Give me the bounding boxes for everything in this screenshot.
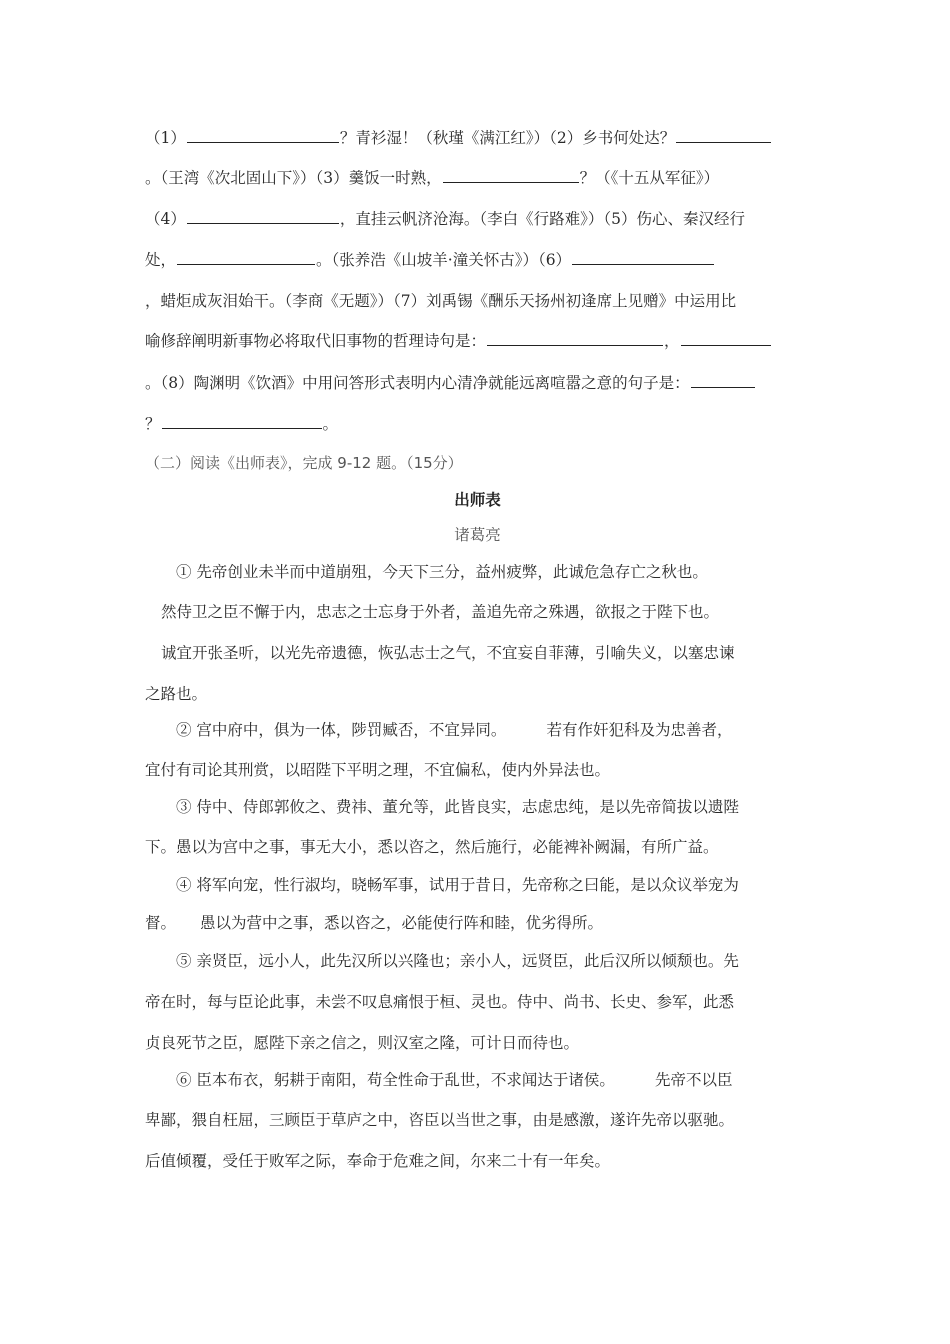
question-line-5 (145, 291, 810, 311)
line-text: （4） (145, 210, 186, 228)
line-text: ，直挂云帆济沧海。（李白《行路难》）（5）伤心、秦汉经行 (339, 210, 745, 228)
passage-line: 帝在时，每与臣论此事，未尝不叹息痛恨于桓、灵也。侍中、尚书、长史、参军，此悉 (145, 993, 735, 1011)
passage-line: 后值倾覆，受任于败军之际，奉命于危难之间，尔来二十有一年矣。 (145, 1152, 611, 1170)
passage-line: 卑鄙，猥自枉屈，三顾臣于草庐之中，咨臣以当世之事，由是感激，遂许先帝以驱驰。 (145, 1111, 735, 1129)
line-text: ？ (145, 415, 161, 433)
answer-blank[interactable] (187, 128, 339, 143)
line-text: 。（8）陶渊明《饮酒》中用问答形式表明内心清净就能远离喧嚣之意的句子是： (145, 374, 690, 392)
passage-line: ① 先帝创业未半而中道崩殂，今天下三分，益州疲弊，此诚危急存亡之秋也。 (176, 563, 708, 581)
answer-blank[interactable] (572, 250, 714, 265)
line-text: （1） (145, 129, 186, 147)
section-heading: （二）阅读《出师表》，完成 9-12 题。（15分） (145, 454, 463, 472)
line-text: 愚以为营中之事，悉以咨之，必能使行阵和睦，优劣得所。 (200, 914, 604, 932)
answer-blank[interactable] (691, 373, 755, 388)
answer-blank[interactable] (681, 331, 771, 346)
line-text: 。（王湾《次北固山下》）（3）羹饭一时熟， (145, 169, 442, 187)
answer-blank[interactable] (187, 209, 339, 224)
line-text: 。（张养浩《山坡羊·潼关怀古》）（6） (316, 251, 572, 269)
answer-blank[interactable] (676, 128, 771, 143)
line-text: ？（《十五从军征》） (579, 169, 720, 187)
passage-line: 宜付有司论其刑赏，以昭陛下平明之理，不宜偏私，使内外异法也。 (145, 761, 611, 779)
passage-line: 之路也。 (145, 685, 208, 703)
answer-blank[interactable] (487, 331, 663, 346)
line-text: ，蜡炬成灰泪始干。（李商《无题》）（7）刘禹锡《酬乐天扬州初逢席上见赠》中运用比 (145, 292, 737, 310)
passage-line: 贞良死节之臣，愿陛下亲之信之，则汉室之隆，可计日而待也。 (145, 1034, 580, 1052)
line-text: 若有作奸犯科及为忠善者， (546, 721, 733, 739)
question-line-4 (145, 250, 810, 270)
answer-blank[interactable] (162, 414, 322, 429)
passage-line: 诚宜开张圣听，以光先帝遗德，恢弘志士之气，不宜妄自菲薄，引喻失义，以塞忠谏 (161, 644, 735, 662)
passage-line (145, 913, 810, 933)
line-text: ， (664, 332, 680, 350)
question-line-8 (145, 414, 810, 434)
question-line-3 (145, 209, 810, 229)
line-text: 督。 (145, 914, 177, 932)
question-line-7 (145, 373, 810, 393)
passage-line (176, 1070, 841, 1090)
line-text: ？青衫湿！（秋瑾《满江红》）（2）乡书何处达？ (339, 129, 676, 147)
passage-line: ④ 将军向宠，性行淑均，晓畅军事，试用于昔日，先帝称之曰能，是以众议举宠为 (176, 876, 739, 894)
passage-author: 诸葛亮 (454, 526, 501, 544)
question-line-1 (145, 128, 810, 148)
passage-line: ⑤ 亲贤臣，远小人，此先汉所以兴隆也；亲小人，远贤臣，此后汉所以倾颓也。先 (176, 952, 739, 970)
answer-blank[interactable] (443, 168, 579, 183)
question-line-2 (145, 168, 810, 188)
passage-line: 然侍卫之臣不懈于内，忠志之士忘身于外者，盖追先帝之殊遇，欲报之于陛下也。 (161, 603, 720, 621)
line-text: 喻修辞阐明新事物必将取代旧事物的哲理诗句是： (145, 332, 487, 350)
line-text: 处， (145, 251, 177, 269)
passage-line (176, 720, 841, 740)
line-text: 。 (322, 415, 339, 433)
passage-line: ③ 侍中、侍郎郭攸之、费祎、董允等，此皆良实，志虑忠纯，是以先帝简拔以遗陛 (176, 798, 739, 816)
line-text: 先帝不以臣 (654, 1071, 733, 1089)
question-line-6 (145, 331, 810, 351)
line-text: ⑥ 臣本布衣，躬耕于南阳，苟全性命于乱世，不求闻达于诸侯。 (176, 1071, 615, 1089)
line-text: ② 宫中府中，俱为一体，陟罚臧否，不宜异同。 (176, 721, 507, 739)
answer-blank[interactable] (177, 250, 315, 265)
passage-line: 下。愚以为宫中之事，事无大小，悉以咨之，然后施行，必能裨补阙漏，有所广益。 (145, 838, 719, 856)
passage-title: 出师表 (454, 490, 501, 509)
